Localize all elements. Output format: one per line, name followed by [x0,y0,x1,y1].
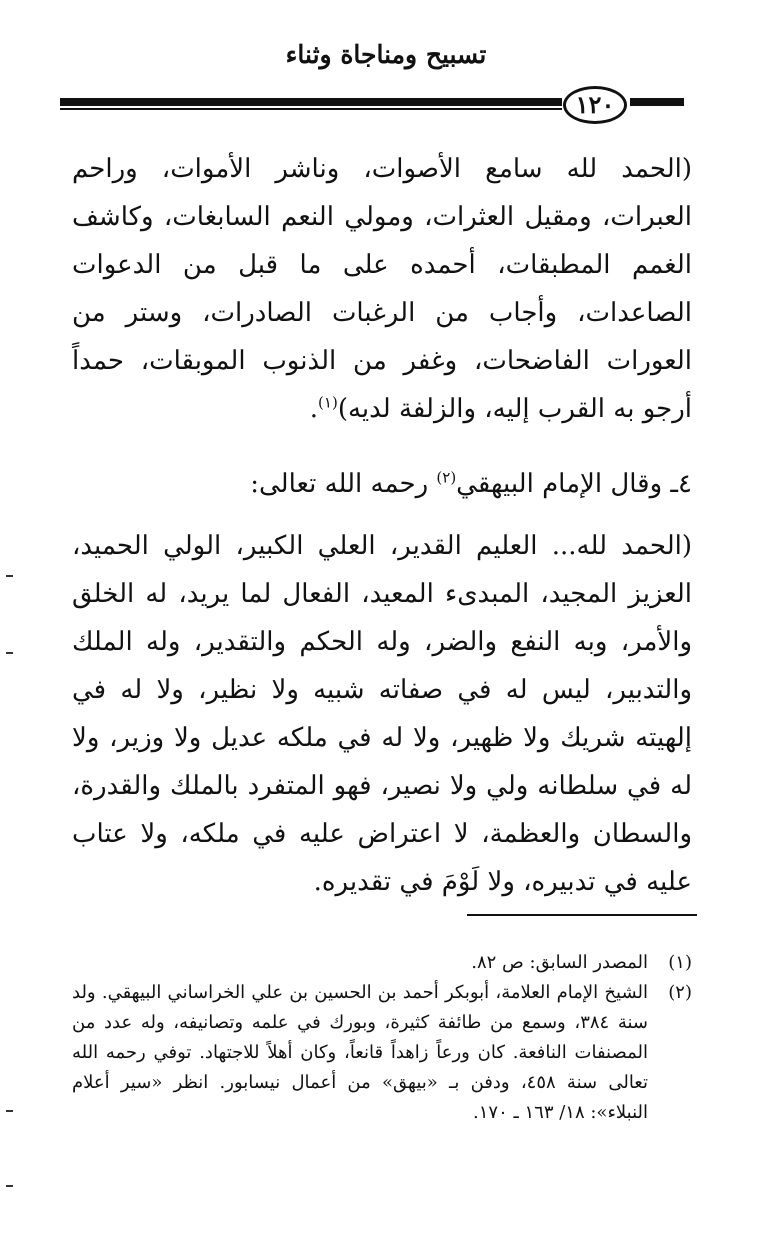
footnote-ref-2: (٢) [436,468,457,487]
scan-edge-mark [6,1185,13,1187]
header-rule-short [630,98,684,106]
scan-edge-mark [6,1110,13,1112]
paragraph-1-end: . [309,394,319,424]
footnote-1 [72,948,692,978]
scan-edge-mark [6,575,13,577]
footnote-ref-1: (١) [318,393,338,412]
header-rule-thick [60,98,562,106]
header-rule-thin [60,108,562,110]
paragraph-1 [72,145,692,433]
footnote-1-text: المصدر السابق: ص ٨٢. [471,952,648,973]
footnote-2 [72,978,692,1128]
footnotes [72,948,692,1128]
page-number: ١٢٠ [563,86,627,124]
scan-edge-mark [6,652,13,654]
heading-4-text-after: رحمه الله تعالى: [250,469,437,499]
paragraph-1-text: (الحمد لله سامع الأصوات، وناشر الأموات، وراحم العبرات، ومقيل العثرات، ومولي النعم السابغات، وكاشف الغمم المطبقات، أحمده على ما قبل من الدعوات الصاعدات، وأجاب من الرغبات الصادرات، وستر من العورات الفاضحات، وغفر من الذنوب الموبقات، حمداً أرجو به القرب إليه، والزلفة لديه) [72,154,692,424]
paragraph-2-text: (الحمد لله... العليم القدير، العلي الكبير، الولي الحميد، العزيز المجيد، المبدىء المعيد، الفعال لما يريد، له الخلق والأمر، وبه النفع والضر، وله الحكم والتقدير، وله الملك والتدبير، ليس له في صفاته شبيه ولا نظير، ولا له في إلهيته شريك ولا ظهير، ولا له في ملكه عديل ولا وزير، ولا له في سلطانه ولي ولا نصير، فهو المتفرد بالملك والقدرة، والسطان والعظمة، لا اعتراض عليه في ملكه، ولا عتاب عليه في تدبيره، ولا لَوْمَ في تقديره. [72,531,692,897]
running-title: تسبيح ومناجاة وثناء [285,40,487,69]
header-rule [60,98,562,110]
footnote-2-text: الشيخ الإمام العلامة، أبوبكر أحمد بن الحسين بن علي الخراساني البيهقي. ولد سنة ٣٨٤، وسمع من طائفة كثيرة، وبورك في علمه وتصانيفه، وله عدد من المصنفات النافعة. كان ورعاً زاهداً قانعاً، وكان أهلاً للاجتهاد. توفي رحمه الله تعالى سنة ٤٥٨، ودفن بـ «بيهق» من أعمال نيسابور. انظر «سير أعلام النبلاء»: ١٨/ ١٦٣ ـ ١٧٠. [72,982,649,1123]
footnote-1-number: (١) [668,952,692,973]
footnote-2-number: (٢) [668,982,692,1003]
quote-heading-4 [72,460,692,508]
paragraph-2 [72,522,692,906]
footnote-separator [467,914,697,916]
heading-4-text: ٤ـ وقال الإمام البيهقي [456,469,692,499]
